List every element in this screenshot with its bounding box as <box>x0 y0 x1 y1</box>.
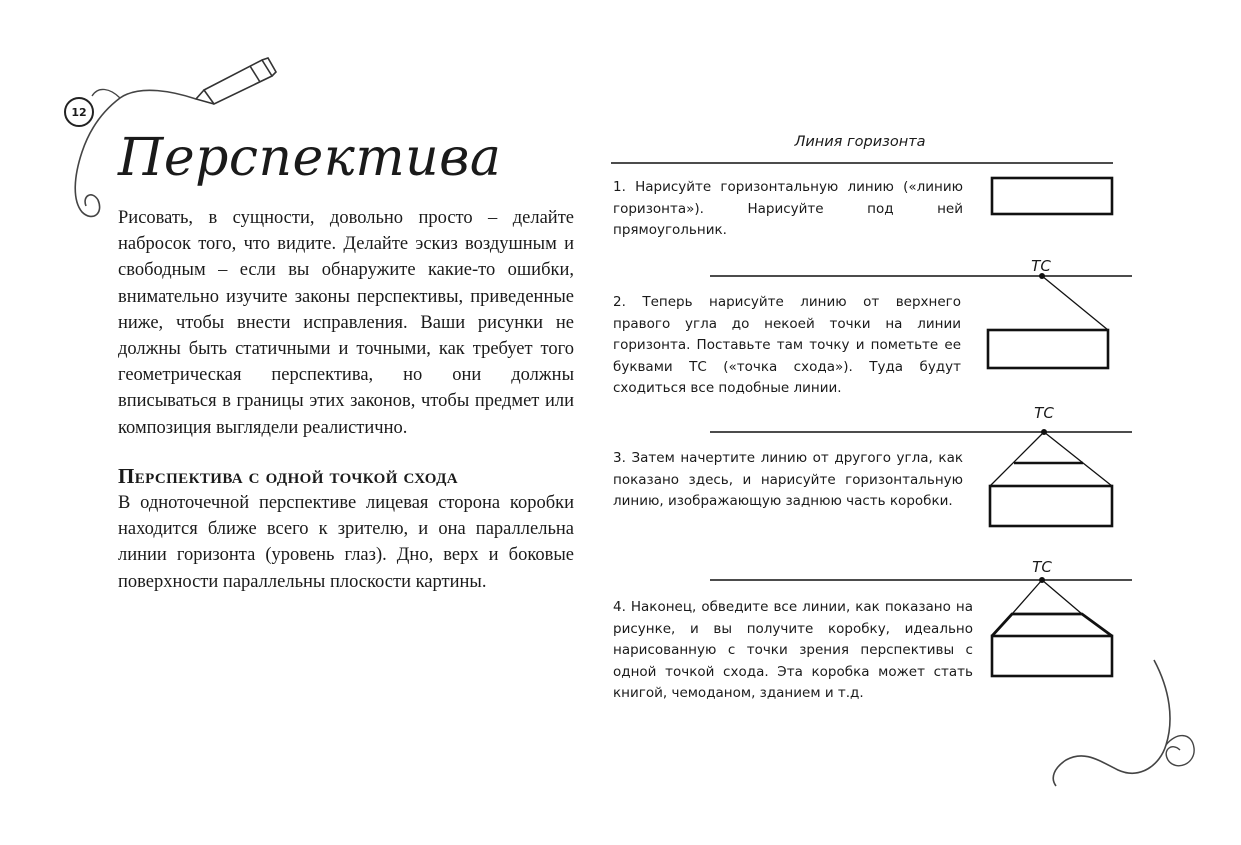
converging-line-4a <box>1012 580 1042 614</box>
box-top-4 <box>992 614 1112 636</box>
section-heading: Перспектива с одной точкой схода <box>118 464 459 488</box>
page-title: Перспектива <box>118 128 502 188</box>
box-step-2 <box>988 330 1108 368</box>
horizon-caption: Линия горизонта <box>794 134 926 150</box>
step-2-text: 2. Теперь нарисуйте линию от верхнего правого угла до некоей точки на линии горизонта. Поставьте там точку и пометьте ее буквами ТС («точка схода»). Туда будут сходиться все подобные линии. <box>613 294 961 396</box>
converging-line-3a <box>990 432 1044 486</box>
box-step-4 <box>992 636 1112 676</box>
box-step-3 <box>990 486 1112 526</box>
box-step-1 <box>992 178 1112 214</box>
page-number: 12 <box>64 97 94 127</box>
section-paragraph: В одноточечной перспективе лицевая сторона коробки находится ближе всего к зрителю, и она параллельна линии горизонта (уровень глаз). Дно, верх и боковые поверхности параллельны плоскости картины. <box>118 493 574 592</box>
vanishing-label-4: ТС <box>1032 558 1052 576</box>
vanishing-label-2: ТС <box>1031 257 1051 275</box>
step-1-text: 1. Нарисуйте горизонтальную линию («линию горизонта»). Нарисуйте под ней прямоугольник. <box>613 179 963 238</box>
converging-line-3b <box>1044 432 1112 486</box>
intro-paragraph: Рисовать, в сущности, довольно просто – делайте набросок того, что видите. Делайте эскиз воздушным и свободным – если вы обнаружите какие-то ошибки, внимательно изучите законы перспективы, приведенные ниже, чтобы внести исправления. Ваши рисунки не должны быть статичными и точными, как требует того геометрическая перспектива, но они должны вписываться в границы этих законов, чтобы предмет или композиция выглядели реалистично. <box>118 208 574 438</box>
vanishing-label-3: ТС <box>1034 404 1054 422</box>
step-4-text: 4. Наконец, обведите все линии, как показано на рисунке, и вы получите коробку, идеально нарисованную с точки зрения перспективы с одной точкой схода. Эта коробка может стать книгой, чемоданом, зданием и т.д. <box>613 599 973 701</box>
converging-line-4b <box>1042 580 1082 614</box>
step-3-text: 3. Затем начертите линию от другого угла, как показано здесь, и нарисуйте горизонтальную линию, изображающую заднюю часть коробки. <box>613 450 963 509</box>
converging-line-2 <box>1042 276 1108 330</box>
